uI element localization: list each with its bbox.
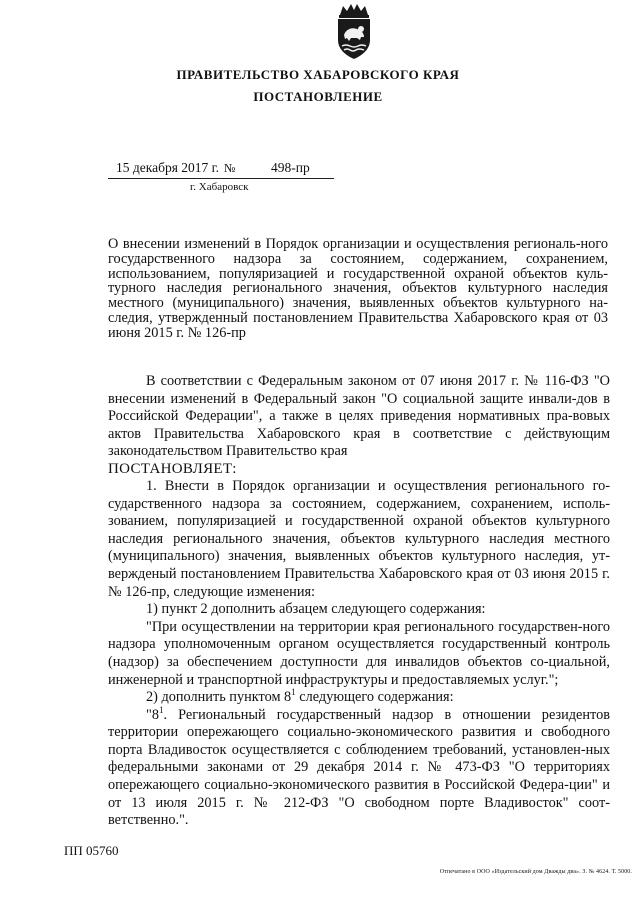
date-number-line xyxy=(108,160,334,179)
government-title: ПРАВИТЕЛЬСТВО ХАБАРОВСКОГО КРАЯ xyxy=(176,67,460,82)
number-label: № xyxy=(224,161,236,175)
document-body xyxy=(108,373,610,830)
document-number: 498-пр xyxy=(271,160,310,175)
document-subject: О внесении изменений в Порядок организации и осуществления региональ-ного государственного надзора за состоянием, содержанием, сохранением, использованием, популяризацией и государственной охраной объектов куль-турного наследия регионального значения, объектов культурного наследия местного (муниципального) значения, выявленных объектов культурного на-следия, утвержденный постановлением Правительства Хабаровского края от 03 июня 2015 г. № 126-пр xyxy=(108,236,608,341)
item-1-paragraph: 1. Внести в Порядок организации и осуществления регионального го-сударственного надзора за состоянием, содержанием, сохранением, исполь-зованием, популяризацией и государственной охраной объектов культурного наследия регионального значения, объектов культурного наследия местного (муниципального) значения, выявленных объектов культурного наследия, ут-вержденый постановлением Правительства Хабаровского края от 03 июня 2015 г. № 126-пр, следующие изменения: xyxy=(108,477,610,600)
quote-2-paragraph xyxy=(108,704,610,830)
quote-2-start: "8 xyxy=(146,706,159,723)
document-type: ПОСТАНОВЛЕНИЕ xyxy=(253,89,383,104)
quote-2-superscript: 1 xyxy=(159,704,164,715)
sub-item-1: 1) пункт 2 дополнить абзацем следующего содержания: xyxy=(146,601,486,618)
document-code: ПП 05760 xyxy=(64,843,119,858)
printing-note: Отпечатано в ООО «Издательский дом Дважды два». З. № 4624. Т. 5000. xyxy=(439,869,632,875)
document-city: г. Хабаровск xyxy=(190,181,249,193)
quote-1-paragraph: "При осуществлении на территории края регионального государствен-ного надзора уполномоченным органом осуществляется государственный контроль (надзор) за обеспечением доступности для инвалидов объектов со-циальной, инженерной и транспортной инфраструктуры и предоставляемых услуг."; xyxy=(108,618,610,688)
preamble-paragraph: В соответствии с Федеральным законом от 07 июня 2017 г. № 116-ФЗ "О внесении изменений в Федеральный закон "О социальной защите инвали-дов в Российской Федерации", а также в целях приведения нормативных пра-вовых актов Правительства Хабаровского края в соответствие с действующим законодательством Правительство края xyxy=(108,373,610,460)
sub-item-2-superscript: 1 xyxy=(291,687,296,698)
sub-item-2-text: 2) дополнить пунктом 8 xyxy=(146,689,292,706)
quote-2-text: . Региональный государственный надзор в отношении резидентов территории опережающего социально-экономического развития и свободного порта Владивосток осуществляется с соблюдением требований, установлен-ных федеральными законами от 29 декабря 2014 г. № 473-ФЗ "О территориях опережающего социально-экономического развития в Российской Федера-ции" и от 13 июля 2015 г. № 212-ФЗ "О свободном порте Владивосток" соот-ветственно.". xyxy=(108,706,610,829)
sub-item-2 xyxy=(108,689,610,707)
sub-item-2-text-end: следующего содержания: xyxy=(295,689,454,706)
coat-of-arms-icon xyxy=(333,2,375,60)
document-date: 15 декабря 2017 г. xyxy=(116,160,220,175)
decree-word: ПОСТАНОВЛЯЕТ: xyxy=(108,460,237,477)
